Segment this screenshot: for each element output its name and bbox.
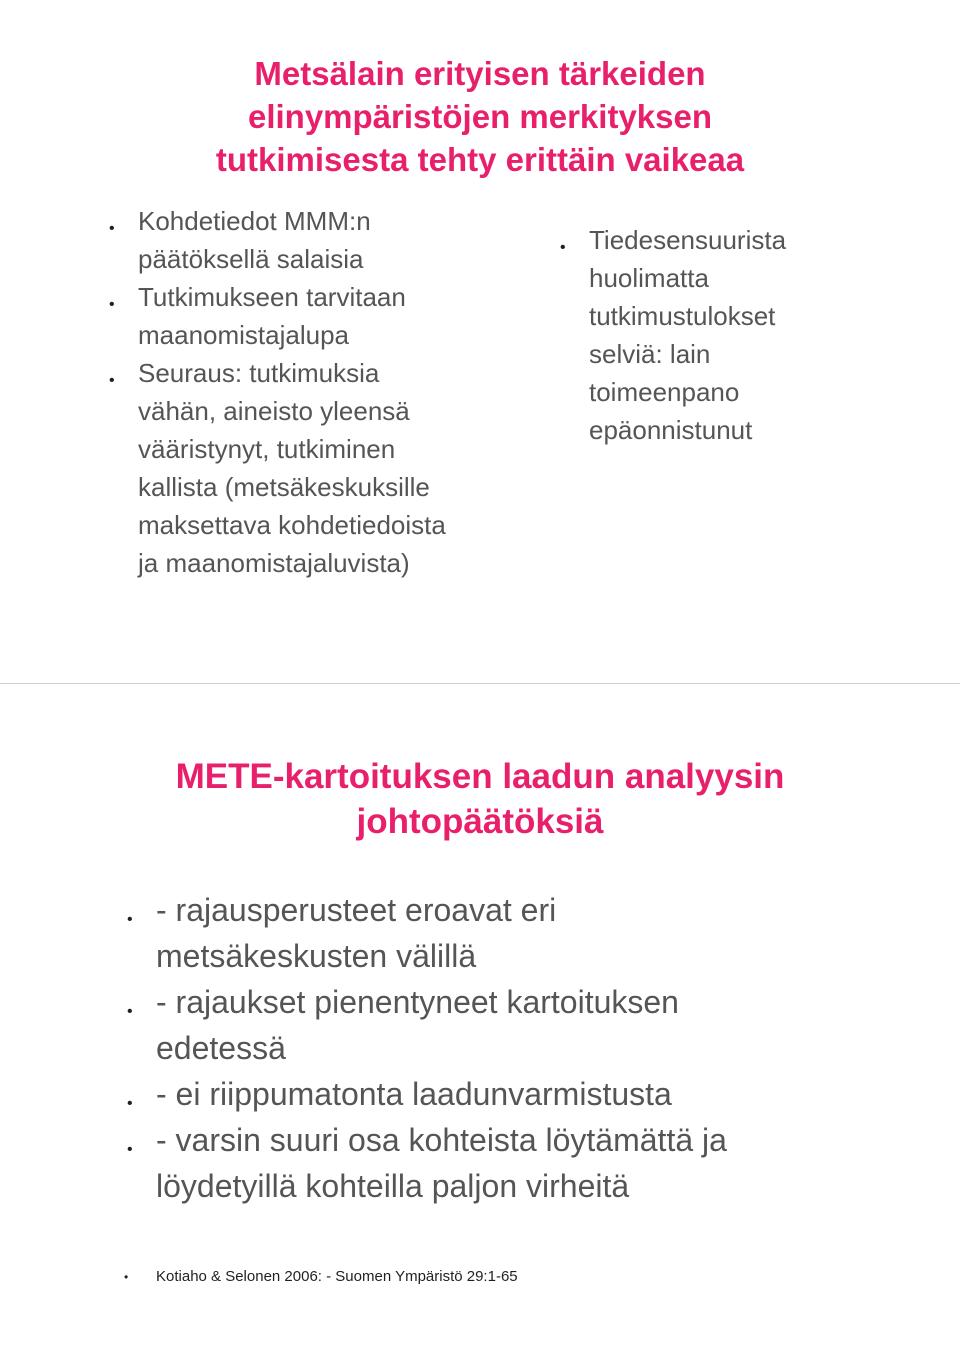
slide-2-title (0, 754, 960, 844)
list-item-line: epäonnistunut (589, 415, 753, 445)
slide-1-right-list (560, 221, 929, 449)
bullet-icon: • (127, 1095, 133, 1112)
slide-1-title-line: elinympäristöjen merkityksen (247, 98, 713, 135)
bullet-icon: • (127, 1141, 133, 1158)
list-item (127, 887, 916, 979)
slide-2-list (127, 887, 916, 1209)
bullet-icon: • (127, 1003, 133, 1020)
reference-citation (124, 1267, 518, 1287)
slide-2 (0, 684, 960, 1367)
list-item-line: Tutkimukseen tarvitaan (138, 282, 406, 312)
list-item-line: päätöksellä salaisia (138, 244, 364, 274)
list-item-line: - rajaukset pienentyneet kartoituksen (156, 984, 679, 1020)
list-item-line: vähän, aineisto yleensä (138, 396, 410, 426)
bullet-icon: • (560, 239, 566, 256)
list-item-line: kallista (metsäkeskuksille (138, 472, 430, 502)
list-item-line: edetessä (156, 1030, 286, 1066)
list-item-line: - varsin suuri osa kohteista löytämättä ja (156, 1122, 727, 1158)
list-item (109, 278, 558, 354)
list-item-line: ja maanomistajaluvista) (138, 548, 410, 578)
bullet-icon: • (109, 372, 115, 389)
slide-2-title-line: johtopäätöksiä (356, 802, 604, 841)
list-item-line: löydetyillä kohteilla paljon virheitä (156, 1168, 630, 1204)
reference-text: Kotiaho & Selonen 2006: - Suomen Ympäristö 29:1-65 (156, 1268, 518, 1285)
slide-1-title-line: Metsälain erityisen tärkeiden (254, 55, 706, 92)
slide-1 (0, 0, 960, 683)
list-item-line: tutkimustulokset (589, 301, 776, 331)
bullet-icon: • (109, 296, 115, 313)
list-item-line: huolimatta (589, 263, 709, 293)
list-item-line: maanomistajalupa (138, 320, 350, 350)
list-item (127, 1071, 916, 1117)
list-item-line: metsäkeskusten välillä (156, 938, 477, 974)
list-item-line: Seuraus: tutkimuksia (138, 358, 380, 388)
list-item (127, 1117, 916, 1209)
list-item-line: toimeenpano (589, 377, 740, 407)
slide-1-left-list (109, 202, 558, 582)
list-item-line: - ei riippumatonta laadunvarmistusta (156, 1076, 672, 1112)
list-item-line: Kohdetiedot MMM:n (138, 206, 371, 236)
list-item (560, 221, 929, 449)
list-item-line: vääristynyt, tutkiminen (138, 434, 396, 464)
list-item-line: selviä: lain (589, 339, 711, 369)
list-item (127, 979, 916, 1071)
bullet-icon: • (124, 1270, 129, 1284)
list-item-line: maksettava kohdetiedoista (138, 510, 446, 540)
list-item (109, 354, 558, 582)
slide-2-title-line: METE-kartoituksen laadun analyysin (175, 757, 785, 796)
slide-1-title (0, 52, 960, 181)
bullet-icon: • (109, 220, 115, 237)
list-item (109, 202, 558, 278)
bullet-icon: • (127, 911, 133, 928)
list-item-line: Tiedesensuurista (589, 225, 787, 255)
list-item-line: - rajausperusteet eroavat eri (156, 892, 557, 928)
slide-1-title-line: tutkimisesta tehty erittäin vaikeaa (215, 141, 745, 178)
